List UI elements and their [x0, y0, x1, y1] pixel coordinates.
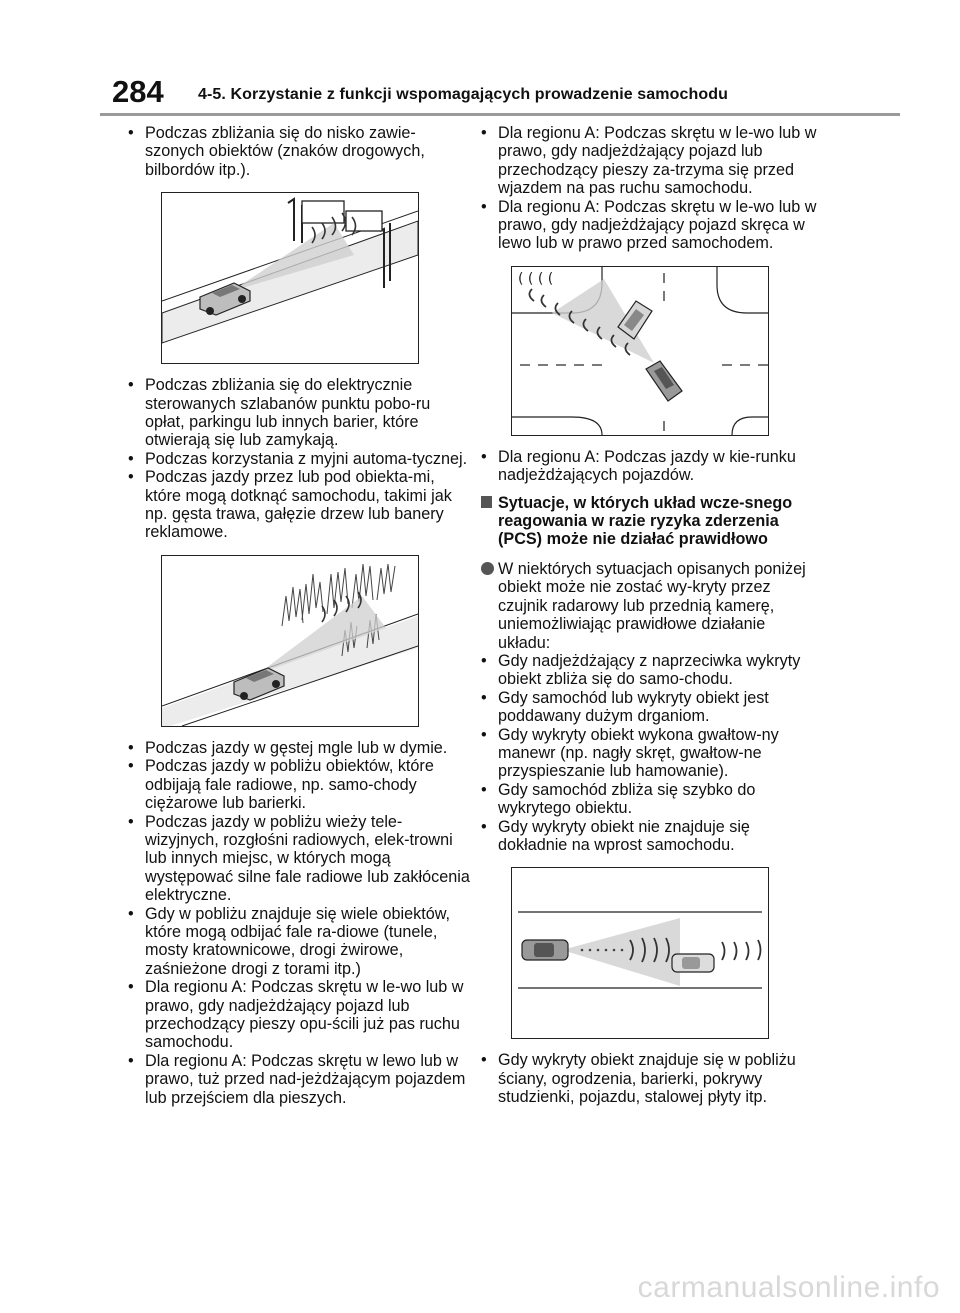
list-item: • Dla regionu A: Podczas skrętu w le-wo lub w prawo, gdy nadjeżdżający pojazd skręca w lewo lub w prawo przed samochodem. [481, 198, 821, 253]
bullet-list [128, 124, 473, 179]
section-title [481, 494, 821, 549]
bullet-list [481, 124, 821, 253]
left-column [128, 124, 473, 1107]
watermark: carmanualsonline.info [637, 1271, 940, 1304]
intro-paragraph [481, 560, 821, 652]
list-item: • Dla regionu A: Podczas skrętu w lewo lub w prawo, tuż przed nad-jeżdżającym pojazdem lub przejściem dla pieszych. [128, 1052, 473, 1107]
page-number: 284 [112, 74, 164, 109]
list-item: • Gdy wykryty obiekt nie znajduje się dokładnie na wprost samochodu. [481, 818, 821, 855]
intro-text: W niektórych sytuacjach opisanych poniżej obiekt może nie zostać wy-kryty przez czujnik radarowy lub przednią kamerę, uniemożliwiając prawidłowe działanie układu: [498, 559, 806, 652]
figure-grass [161, 555, 419, 727]
list-item: • Gdy wykryty obiekt wykona gwałtow-ny manewr (np. nagły skręt, gwałtow-ne przyspieszanie lub hamowanie). [481, 726, 821, 781]
bullet-list [128, 376, 473, 542]
list-item: • Dla regionu A: Podczas jazdy w kie-runku nadjeżdżających pojazdów. [481, 448, 821, 485]
list-item: • Gdy w pobliżu znajduje się wiele obiektów, które mogą odbijać fale ra-diowe (tunele, mosty kratownicowe, drogi żwirowe, zaśnieżone drogi z torami itp.) [128, 905, 473, 979]
svg-text:( ( ( (: ( ( ( ( [518, 270, 554, 287]
list-item: • Podczas zbliżania się do nisko zawie-szonych obiektów (znaków drogowych, bilbordów itp.). [128, 124, 473, 179]
list-item: • Podczas jazdy w pobliżu wieży tele-wizyjnych, rozgłośni radiowych, elek-trowni lub innych miejsc, w których mogą występować silne fale radiowe lub zakłócenia elektryczne. [128, 813, 473, 905]
list-item: • Podczas jazdy w gęstej mgle lub w dymie. [128, 739, 473, 757]
list-item: • Podczas jazdy w pobliżu obiektów, które odbijają fale radiowe, np. samo-chody ciężarowe lub barierki. [128, 757, 473, 812]
list-item: • Podczas korzystania z myjni automa-tycznej. [128, 450, 473, 468]
car-icon [234, 668, 284, 700]
list-item: • Gdy samochód lub wykryty obiekt jest poddawany dużym drganiom. [481, 689, 821, 726]
figure-following-car [511, 867, 769, 1039]
header-rule [100, 113, 900, 116]
bullet-list [481, 652, 821, 854]
bullet-list [481, 1051, 821, 1106]
bullet-list [481, 448, 821, 485]
list-item: • Dla regionu A: Podczas skrętu w le-wo lub w prawo, gdy nadjeżdżający pojazd lub przechodzący pieszy za-trzyma się przed wjazdem na pas ruchu samochodu. [481, 124, 821, 198]
car-icon [522, 940, 568, 960]
figure-intersection [511, 266, 769, 436]
page-header [0, 0, 960, 118]
list-item: • Gdy samochód zbliża się szybko do wykrytego obiektu. [481, 781, 821, 818]
list-item: • Dla regionu A: Podczas skrętu w le-wo lub w prawo, gdy nadjeżdżający pojazd lub przechodzący pieszy opu-ścili już pas ruchu samochodu. [128, 978, 473, 1052]
section-square-icon [481, 496, 492, 508]
bullet-circle-icon [481, 562, 494, 575]
car-icon [646, 361, 682, 401]
list-item: • Gdy nadjeżdżający z naprzeciwka wykryty obiekt zbliża się do samo-chodu. [481, 652, 821, 689]
right-column [481, 124, 821, 1107]
section-title-text: Sytuacje, w których układ wcze-snego reagowania w razie ryzyka zderzenia (PCS) może nie działać prawidłowo [498, 493, 793, 549]
detected-car-icon [672, 954, 714, 972]
list-item: • Podczas jazdy przez lub pod obiekta-mi, które mogą dotknąć samochodu, takimi jak np. gęsta trawa, gałęzie drzew lub banery reklamowe. [128, 468, 473, 542]
list-item: • Gdy wykryty obiekt znajduje się w pobliżu ściany, ogrodzenia, barierki, pokrywy studzienki, pojazdu, stalowej płyty itp. [481, 1051, 821, 1106]
bullet-list [128, 739, 473, 1107]
figure-low-signs [161, 192, 419, 364]
list-item: • Podczas zbliżania się do elektrycznie sterowanych szlabanów punktu pobo-ru opłat, parkingu lub innych barier, które otwierają się lub zamykają. [128, 376, 473, 450]
chapter-title: 4-5. Korzystanie z funkcji wspomagających prowadzenie samochodu [198, 86, 728, 103]
